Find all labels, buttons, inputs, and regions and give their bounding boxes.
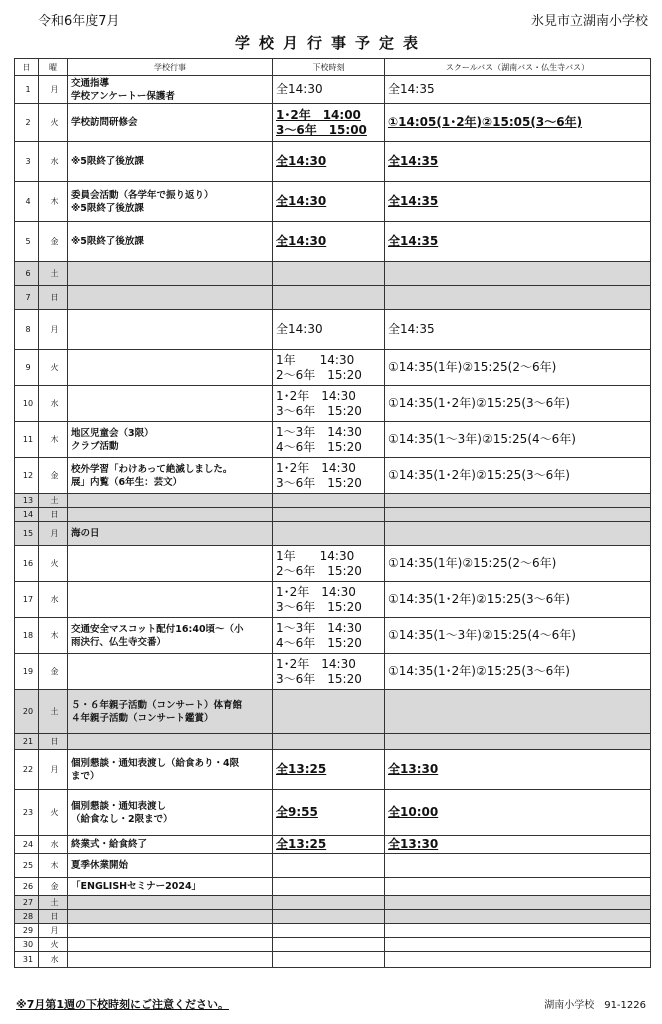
- event-cell: 校外学習「わけあって絶滅しました。 展」内覧（6年生：芸文）: [68, 458, 273, 494]
- bus-time-cell: 全14:35: [385, 222, 651, 262]
- bus-time-cell: [385, 286, 651, 310]
- bus-time-cell: [385, 878, 651, 896]
- event-cell: [68, 582, 273, 618]
- bus-time-cell: [385, 938, 651, 952]
- col-header-time: 下校時刻: [273, 59, 385, 76]
- header-row: [15, 59, 651, 76]
- event-cell: 夏季休業開始: [68, 854, 273, 878]
- day-cell: 31: [15, 952, 39, 968]
- table-row: [15, 734, 651, 750]
- table-row: [15, 924, 651, 938]
- table-row: [15, 142, 651, 182]
- event-cell: [68, 386, 273, 422]
- table-row: [15, 938, 651, 952]
- event-cell: [68, 734, 273, 750]
- table-row: [15, 222, 651, 262]
- dow-cell: 月: [39, 310, 68, 350]
- dismissal-time-cell: 全9:55: [273, 790, 385, 836]
- event-cell: 終業式・給食終了: [68, 836, 273, 854]
- day-cell: 26: [15, 878, 39, 896]
- event-cell: 学校訪問研修会: [68, 104, 273, 142]
- table-row: [15, 422, 651, 458]
- bus-time-cell: 全14:35: [385, 142, 651, 182]
- day-cell: 15: [15, 522, 39, 546]
- dismissal-time-cell: 全13:25: [273, 750, 385, 790]
- dow-cell: 日: [39, 286, 68, 310]
- day-cell: 3: [15, 142, 39, 182]
- schedule-table: [14, 58, 651, 968]
- bus-time-cell: [385, 508, 651, 522]
- dow-cell: 土: [39, 690, 68, 734]
- day-cell: 18: [15, 618, 39, 654]
- dow-cell: 月: [39, 750, 68, 790]
- event-cell: 交通指導 学校アンケートー保護者: [68, 76, 273, 104]
- dismissal-time-cell: 全14:30: [273, 310, 385, 350]
- table-row: [15, 750, 651, 790]
- dismissal-time-cell: 1～3年 14:30 4～6年 15:20: [273, 422, 385, 458]
- bus-time-cell: 全14:35: [385, 310, 651, 350]
- event-cell: 海の日: [68, 522, 273, 546]
- col-header-day: 日: [15, 59, 39, 76]
- dismissal-time-cell: 全14:30: [273, 222, 385, 262]
- event-cell: 委員会活動（各学年で振り返り） ※5限終了後放課: [68, 182, 273, 222]
- day-cell: 29: [15, 924, 39, 938]
- day-cell: 5: [15, 222, 39, 262]
- dismissal-time-cell: [273, 910, 385, 924]
- table-row: [15, 182, 651, 222]
- event-cell: [68, 350, 273, 386]
- day-cell: 28: [15, 910, 39, 924]
- dismissal-time-cell: 1･2年 14:30 3～6年 15:20: [273, 582, 385, 618]
- footer-note: ※7月第1週の下校時刻にご注意ください。: [16, 998, 230, 1011]
- event-cell: [68, 286, 273, 310]
- bus-time-cell: 全14:35: [385, 76, 651, 104]
- dismissal-time-cell: [273, 924, 385, 938]
- bus-time-cell: 全10:00: [385, 790, 651, 836]
- dow-cell: 日: [39, 734, 68, 750]
- dismissal-time-cell: 1･2年 14:30 3～6年 15:20: [273, 458, 385, 494]
- bus-time-cell: [385, 690, 651, 734]
- dow-cell: 木: [39, 422, 68, 458]
- dismissal-time-cell: [273, 286, 385, 310]
- day-cell: 6: [15, 262, 39, 286]
- dismissal-time-cell: [273, 690, 385, 734]
- dismissal-time-cell: 1･2年 14:30 3～6年 15:20: [273, 654, 385, 690]
- day-cell: 1: [15, 76, 39, 104]
- page-title: 学校月行事予定表: [234, 34, 427, 52]
- day-cell: 14: [15, 508, 39, 522]
- event-cell: [68, 310, 273, 350]
- dismissal-time-cell: [273, 854, 385, 878]
- dow-cell: 火: [39, 350, 68, 386]
- bus-time-cell: [385, 896, 651, 910]
- event-cell: 交通安全マスコット配付16:40頃～（小 雨決行、仏生寺交番）: [68, 618, 273, 654]
- dow-cell: 水: [39, 952, 68, 968]
- dow-cell: 金: [39, 878, 68, 896]
- day-cell: 24: [15, 836, 39, 854]
- table-row: [15, 896, 651, 910]
- event-cell: [68, 546, 273, 582]
- event-cell: 「ENGLISHセミナー2024」: [68, 878, 273, 896]
- event-cell: [68, 952, 273, 968]
- table-row: [15, 836, 651, 854]
- dow-cell: 日: [39, 508, 68, 522]
- dow-cell: 月: [39, 924, 68, 938]
- dow-cell: 水: [39, 582, 68, 618]
- col-header-bus: スクールバス（湖南バス・仏生寺バス）: [385, 59, 651, 76]
- day-cell: 13: [15, 494, 39, 508]
- table-row: [15, 790, 651, 836]
- bus-time-cell: ①14:35(1～3年)②15:25(4～6年): [385, 422, 651, 458]
- table-row: [15, 618, 651, 654]
- dow-cell: 金: [39, 654, 68, 690]
- table-row: [15, 310, 651, 350]
- bus-time-cell: 全13:30: [385, 836, 651, 854]
- table-row: [15, 386, 651, 422]
- event-cell: [68, 494, 273, 508]
- dismissal-time-cell: [273, 938, 385, 952]
- bus-time-cell: 全14:35: [385, 182, 651, 222]
- event-cell: ※5限終了後放課: [68, 222, 273, 262]
- table-row: [15, 582, 651, 618]
- dismissal-time-cell: [273, 734, 385, 750]
- footer-contact: 湖南小学校 91-1226: [544, 1000, 646, 1011]
- dow-cell: 木: [39, 854, 68, 878]
- dow-cell: 月: [39, 76, 68, 104]
- dismissal-time-cell: [273, 262, 385, 286]
- day-cell: 25: [15, 854, 39, 878]
- dismissal-time-cell: 1･2年 14:30 3～6年 15:20: [273, 386, 385, 422]
- bus-time-cell: ①14:35(1年)②15:25(2～6年): [385, 350, 651, 386]
- dismissal-time-cell: [273, 522, 385, 546]
- event-cell: [68, 924, 273, 938]
- dismissal-time-cell: 1･2年 14:00 3～6年 15:00: [273, 104, 385, 142]
- day-cell: 16: [15, 546, 39, 582]
- col-header-dow: 曜: [39, 59, 68, 76]
- table-row: [15, 262, 651, 286]
- bus-time-cell: [385, 924, 651, 938]
- day-cell: 22: [15, 750, 39, 790]
- bus-time-cell: [385, 262, 651, 286]
- day-cell: 12: [15, 458, 39, 494]
- dismissal-time-cell: 全13:25: [273, 836, 385, 854]
- table-row: [15, 508, 651, 522]
- event-cell: 地区児童会（3限） クラブ活動: [68, 422, 273, 458]
- dow-cell: 土: [39, 896, 68, 910]
- event-cell: [68, 508, 273, 522]
- dow-cell: 火: [39, 546, 68, 582]
- bus-time-cell: ①14:35(1～3年)②15:25(4～6年): [385, 618, 651, 654]
- day-cell: 9: [15, 350, 39, 386]
- bus-time-cell: [385, 910, 651, 924]
- bus-time-cell: [385, 522, 651, 546]
- bus-time-cell: ①14:05(1･2年)②15:05(3～6年): [385, 104, 651, 142]
- table-row: [15, 878, 651, 896]
- dow-cell: 木: [39, 618, 68, 654]
- table-row: [15, 350, 651, 386]
- dismissal-time-cell: [273, 508, 385, 522]
- event-cell: 個別懇談・通知表渡し（給食あり・4限 まで）: [68, 750, 273, 790]
- table-row: [15, 952, 651, 968]
- dow-cell: 土: [39, 494, 68, 508]
- day-cell: 20: [15, 690, 39, 734]
- dow-cell: 火: [39, 790, 68, 836]
- col-header-event: 学校行事: [68, 59, 273, 76]
- period-label: 令和6年度7月: [38, 14, 120, 29]
- table-row: [15, 854, 651, 878]
- dismissal-time-cell: [273, 952, 385, 968]
- dow-cell: 日: [39, 910, 68, 924]
- day-cell: 11: [15, 422, 39, 458]
- dismissal-time-cell: 全14:30: [273, 142, 385, 182]
- table-row: [15, 458, 651, 494]
- dow-cell: 木: [39, 182, 68, 222]
- day-cell: 4: [15, 182, 39, 222]
- dismissal-time-cell: 全14:30: [273, 182, 385, 222]
- bus-time-cell: [385, 952, 651, 968]
- table-row: [15, 522, 651, 546]
- table-row: [15, 690, 651, 734]
- day-cell: 2: [15, 104, 39, 142]
- event-cell: ※5限終了後放課: [68, 142, 273, 182]
- bus-time-cell: ①14:35(1･2年)②15:25(3～6年): [385, 582, 651, 618]
- dow-cell: 月: [39, 522, 68, 546]
- table-row: [15, 654, 651, 690]
- dismissal-time-cell: 1年 14:30 2～6年 15:20: [273, 546, 385, 582]
- dismissal-time-cell: [273, 896, 385, 910]
- dismissal-time-cell: 全14:30: [273, 76, 385, 104]
- day-cell: 17: [15, 582, 39, 618]
- table-row: [15, 546, 651, 582]
- day-cell: 10: [15, 386, 39, 422]
- table-row: [15, 76, 651, 104]
- dow-cell: 土: [39, 262, 68, 286]
- bus-time-cell: ①14:35(1年)②15:25(2～6年): [385, 546, 651, 582]
- bus-time-cell: [385, 854, 651, 878]
- event-cell: [68, 910, 273, 924]
- event-cell: ５・６年親子活動（コンサート）体育館 ４年親子活動（コンサート鑑賞）: [68, 690, 273, 734]
- dow-cell: 火: [39, 104, 68, 142]
- dow-cell: 水: [39, 142, 68, 182]
- event-cell: [68, 262, 273, 286]
- event-cell: 個別懇談・通知表渡し （給食なし・2限まで）: [68, 790, 273, 836]
- school-name: 氷見市立湖南小学校: [530, 14, 648, 29]
- table-row: [15, 286, 651, 310]
- bus-time-cell: 全13:30: [385, 750, 651, 790]
- event-cell: [68, 896, 273, 910]
- event-cell: [68, 938, 273, 952]
- dow-cell: 水: [39, 836, 68, 854]
- table-row: [15, 104, 651, 142]
- bus-time-cell: ①14:35(1･2年)②15:25(3～6年): [385, 386, 651, 422]
- dow-cell: 金: [39, 222, 68, 262]
- bus-time-cell: [385, 494, 651, 508]
- dismissal-time-cell: 1～3年 14:30 4～6年 15:20: [273, 618, 385, 654]
- bus-time-cell: ①14:35(1･2年)②15:25(3～6年): [385, 458, 651, 494]
- day-cell: 23: [15, 790, 39, 836]
- day-cell: 7: [15, 286, 39, 310]
- day-cell: 21: [15, 734, 39, 750]
- day-cell: 27: [15, 896, 39, 910]
- bus-time-cell: ①14:35(1･2年)②15:25(3～6年): [385, 654, 651, 690]
- day-cell: 8: [15, 310, 39, 350]
- event-cell: [68, 654, 273, 690]
- bus-time-cell: [385, 734, 651, 750]
- day-cell: 19: [15, 654, 39, 690]
- dismissal-time-cell: [273, 494, 385, 508]
- day-cell: 30: [15, 938, 39, 952]
- dow-cell: 金: [39, 458, 68, 494]
- table-row: [15, 494, 651, 508]
- table-row: [15, 910, 651, 924]
- dismissal-time-cell: 1年 14:30 2～6年 15:20: [273, 350, 385, 386]
- dismissal-time-cell: [273, 878, 385, 896]
- dow-cell: 火: [39, 938, 68, 952]
- dow-cell: 水: [39, 386, 68, 422]
